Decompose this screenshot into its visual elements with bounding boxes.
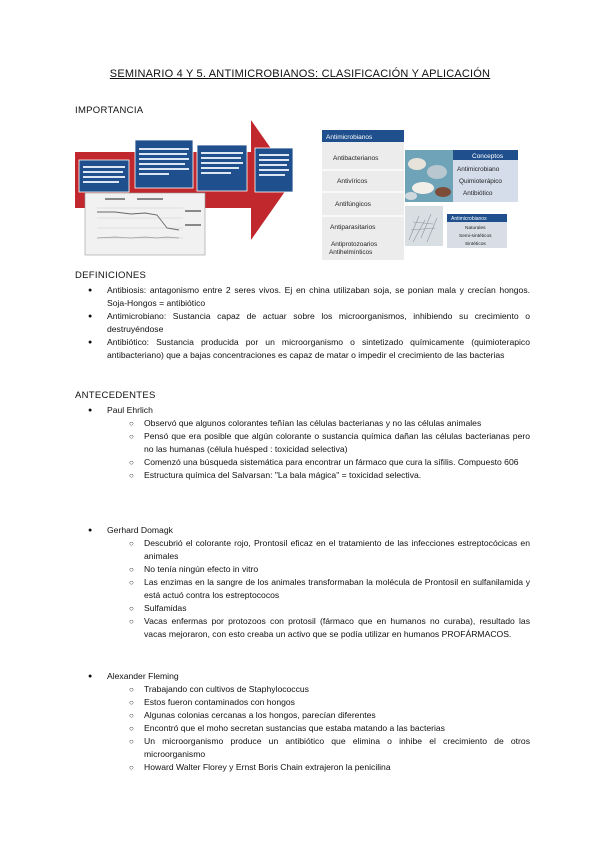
small-table-row-3: Sintéticos: [465, 242, 486, 247]
list-item: ○ Observó que algunos colorantes teñían las células bacterianas y no las células animales: [75, 417, 530, 430]
heading-importance: IMPORTANCIA: [75, 105, 144, 116]
definition-item-antimicrobiano: ● Antimicrobiano: Sustancia capaz de actuar sobre los microorganismos, inhibiendo su crecimiento o destruyéndose: [75, 310, 530, 336]
importance-figure: [75, 120, 530, 260]
list-item-ehrlich: ● Paul Ehrlich: [75, 404, 530, 417]
definition-item-antibiosis: ● Antibiosis: antagonismo entre 2 seres vivos. Ej en china utilizaban soja, se ponian mala y crecían hongos. Soja-Hongos = antibiótico: [75, 284, 530, 310]
heading-antecedents: ANTECEDENTES: [75, 390, 156, 401]
small-table-row-1: Naturales: [465, 226, 486, 231]
list-item: ○ Descubrió el colorante rojo, Prontosil eficaz en el tratamiento de las infecciones estreptocócicas en animales: [75, 537, 530, 563]
list-item: ○ Encontró que el moho secretan sustancias que estaba matando a las bacterias: [75, 722, 530, 735]
small-table-header-text: Antimicrobianos: [451, 216, 487, 222]
concepts-header-text: Conceptos: [472, 153, 504, 160]
list-item-domagk: ● Gerhard Domagk: [75, 524, 530, 537]
list-item: ○ Un microorganismo produce un antibiótico que elimina o inhibe el crecimiento de otros microorganismo: [75, 735, 530, 761]
domagk-list: [75, 524, 530, 641]
list-item: ○ Trabajando con cultivos de Staphylococcus: [75, 683, 530, 696]
small-table-row-2: Semi-sintéticos: [459, 234, 492, 239]
table-row-5: Antiprotozoarios Antihelmínticos: [329, 241, 378, 256]
concepts-row-3: Antibiótico: [463, 190, 493, 197]
fleming-list: [75, 670, 530, 774]
table-header-text: Antimicrobianos: [326, 134, 373, 141]
table-row-1: Antibacterianos: [333, 155, 379, 162]
heading-definitions: DEFINICIONES: [75, 270, 147, 281]
list-item-fleming: ● Alexander Fleming: [75, 670, 530, 683]
list-item: ○ Pensó que era posible que algún colorante o sustancia química dañan las células bacterianas pero no las humanas (célula huésped : toxicidad selectiva): [75, 430, 530, 456]
list-item: ○ No tenía ningún efecto in vitro: [75, 563, 530, 576]
ehrlich-list: [75, 404, 530, 482]
list-item: ○ Estos fueron contaminados con hongos: [75, 696, 530, 709]
table-row-3: Antifúngicos: [335, 201, 371, 208]
concepts-row-1: Antimicrobiano: [457, 166, 500, 173]
table-row-2: Antivíricos: [337, 178, 368, 185]
definitions-list: [75, 284, 530, 362]
table-row-4: Antiparasitarios: [330, 224, 376, 231]
definition-item-antibiotico: ● Antibiótico: Sustancia producida por un microorganismo o sintetizado químicamente (quimioterapico antibacteriano) que a bajas concentraciones es capaz de matar o impedir el crecimiento de las bacterias: [75, 336, 530, 362]
concepts-row-2: Quimioterápico: [459, 178, 502, 185]
list-item: ○ Estructura química del Salvarsan: "La bala mágica" = toxicidad selectiva.: [75, 469, 530, 482]
list-item: ○ Vacas enfermas por protozoos con protosil (fármaco que en humanos no curaba), resultado las vacas mejoraron, con esto creaba un activo que se podía utilizar en humanos PROFÁRMACOS.: [75, 615, 530, 641]
page-title: SEMINARIO 4 Y 5. ANTIMICROBIANOS: CLASIFICACIÓN Y APLICACIÓN: [109, 68, 491, 80]
list-item: ○ Comenzó una búsqueda sistemática para encontrar un fármaco que cura la sífilis. Compuesto 606: [75, 456, 530, 469]
list-item: ○ Las enzimas en la sangre de los animales transformaban la molécula de Prontosil en sulfanilamida y está actuó contra los estreptococos: [75, 576, 530, 602]
list-item: ○ Sulfamidas: [75, 602, 530, 615]
list-item: ○ Algunas colonias cercanas a los hongos, parecían diferentes: [75, 709, 530, 722]
list-item: ○ Howard Walter Florey y Ernst Boris Chain extrajeron la penicilina: [75, 761, 530, 774]
microscope-photo: [405, 206, 443, 246]
